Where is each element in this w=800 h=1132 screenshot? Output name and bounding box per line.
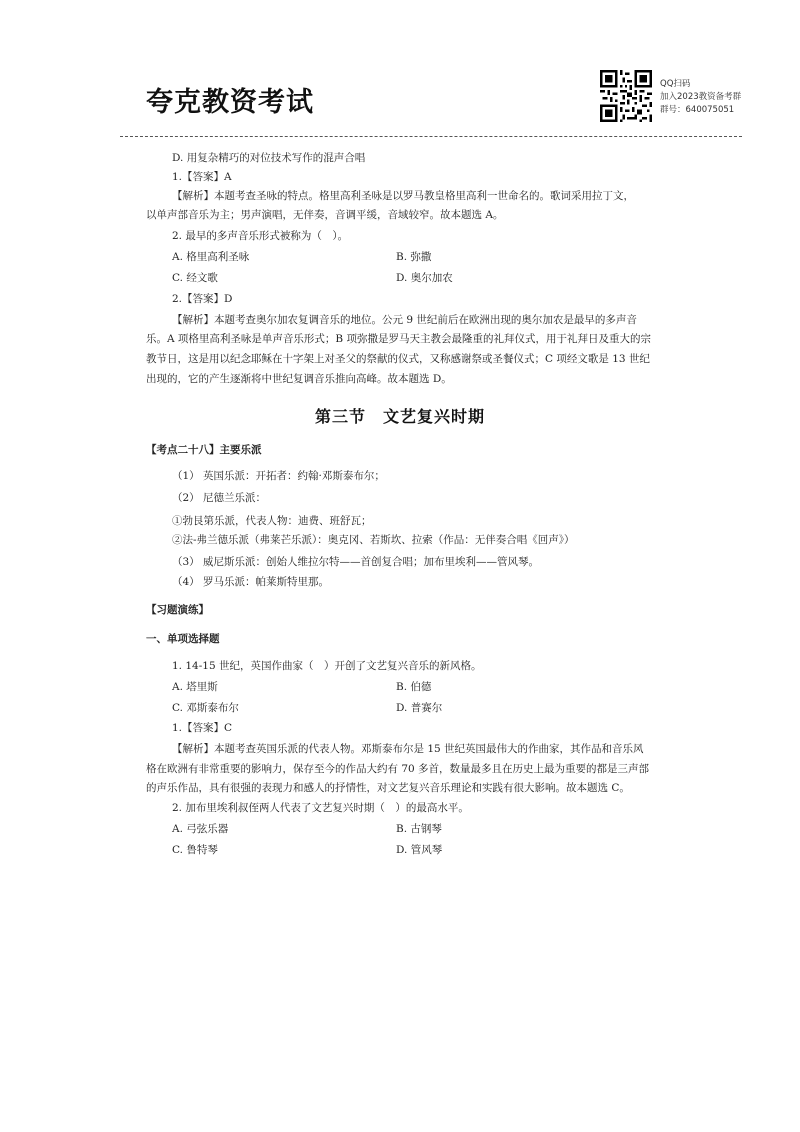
topic-item: ①勃艮第乐派，代表人物：迪费、班舒瓦； bbox=[172, 515, 372, 527]
question-line: 1. 14-15 世纪，英国作曲家（ ）开创了文艺复兴音乐的新风格。 bbox=[172, 660, 482, 672]
answer-line: 1.【答案】A bbox=[172, 171, 232, 183]
qr-caption-line: 加入2023教资备考群 bbox=[660, 92, 742, 102]
topic-item: （3） 威尼斯乐派：创始人维拉尔特——首创复合唱；加布里埃利——管风琴。 bbox=[172, 556, 540, 568]
option-b: B. 古钢琴 bbox=[396, 823, 442, 835]
explanation-line: 的声乐作品，具有很强的表现力和感人的抒情性，对文艺复兴音乐理论和实践有很大影响。故本题选 C。 bbox=[146, 782, 630, 794]
topic-item: （1） 英国乐派：开拓者：约翰·邓斯泰布尔； bbox=[172, 470, 385, 482]
option-b: B. 弥撒 bbox=[396, 251, 432, 263]
section-title: 第三节 文艺复兴时期 bbox=[314, 407, 485, 426]
qr-caption bbox=[660, 78, 741, 117]
qr-caption-line: QQ扫码 bbox=[660, 79, 691, 89]
explanation-line: 乐。A 项格里高利圣咏是单声音乐形式；B 项弥撒是罗马天主教会最隆重的礼拜仪式，用于礼拜日及重大的宗 bbox=[146, 333, 651, 345]
section-subheading: 一、单项选择题 bbox=[146, 633, 220, 645]
explanation-line: 教节日，这是用以纪念耶稣在十字架上对圣父的祭献的仪式，又称感谢祭或圣餐仪式；C 项经文歌是 13 世纪 bbox=[146, 353, 650, 365]
topic-item: （2） 尼德兰乐派： bbox=[172, 492, 267, 504]
qr-code-icon bbox=[600, 70, 652, 122]
answer-line: 2.【答案】D bbox=[172, 293, 233, 305]
option-c: C. 鲁特琴 bbox=[172, 844, 218, 856]
explanation-line: 格在欧洲有非常重要的影响力，保存至今的作品大约有 70 多首，数量最多且在历史上最为重要的都是三声部 bbox=[146, 763, 650, 775]
question-line: 2. 加布里埃利叔侄两人代表了文艺复兴时期（ ）的最高水平。 bbox=[172, 802, 469, 814]
explanation-line: 以单声部音乐为主；男声演唱，无伴奏，音调平缓，音域较窄。故本题选 A。 bbox=[146, 209, 504, 221]
option-a: A. 弓弦乐器 bbox=[172, 823, 229, 835]
header-divider bbox=[120, 136, 742, 137]
explanation-line: 【解析】本题考查奥尔加农复调音乐的地位。公元 9 世纪前后在欧洲出现的奥尔加农是最早的多声音 bbox=[172, 314, 637, 326]
option-d: D. 奥尔加农 bbox=[396, 272, 453, 284]
topic-heading: 【考点二十八】主要乐派 bbox=[146, 444, 262, 456]
option-d: D. 普赛尔 bbox=[396, 702, 443, 714]
practice-heading: 【习题演练】 bbox=[146, 604, 209, 616]
option-c: C. 邓斯泰布尔 bbox=[172, 702, 239, 714]
topic-item: ②法-弗兰德乐派（弗莱芒乐派）：奥克冈、若斯坎、拉索（作品：无伴奏合唱《回声》） bbox=[172, 534, 575, 546]
qr-caption-line: 群号：640075051 bbox=[660, 105, 735, 115]
topic-item: （4） 罗马乐派：帕莱斯特里那。 bbox=[172, 576, 330, 588]
option-c: C. 经文歌 bbox=[172, 272, 218, 284]
explanation-line: 【解析】本题考查圣咏的特点。格里高利圣咏是以罗马教皇格里高利一世命名的。歌词采用拉丁文， bbox=[172, 190, 634, 202]
option-a: A. 格里高利圣咏 bbox=[172, 251, 250, 263]
question-line: 2. 最早的多声音乐形式被称为（ ）。 bbox=[172, 230, 349, 242]
option-b: B. 伯德 bbox=[396, 681, 432, 693]
option-d: D. 管风琴 bbox=[396, 844, 443, 856]
explanation-line: 出现的，它的产生逐渐将中世纪复调音乐推向高峰。故本题选 D。 bbox=[146, 373, 452, 385]
option-line: D. 用复杂精巧的对位技术写作的混声合唱 bbox=[172, 152, 366, 164]
answer-line: 1.【答案】C bbox=[172, 722, 233, 734]
explanation-line: 【解析】本题考查英国乐派的代表人物。邓斯泰布尔是 15 世纪英国最伟大的作曲家，其作品和音乐风 bbox=[172, 743, 644, 755]
option-a: A. 塔里斯 bbox=[172, 681, 218, 693]
brand-logo-text: 夸克教资考试 bbox=[146, 87, 314, 118]
